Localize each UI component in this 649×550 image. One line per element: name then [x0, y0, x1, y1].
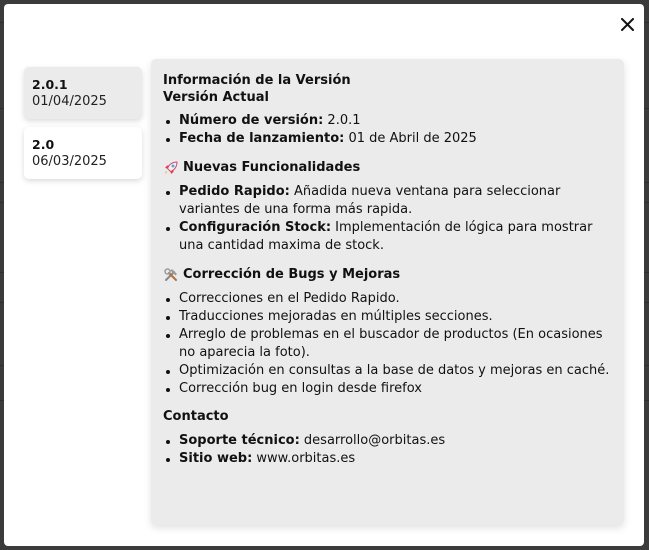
version-number: 2.0.1	[32, 77, 68, 92]
list-item: Traducciones mejoradas en múltiples secciones.	[179, 308, 612, 326]
list-item: Soporte técnico: desarrollo@orbitas.es	[179, 432, 612, 450]
close-button[interactable]	[617, 14, 637, 34]
version-item-2-0-1[interactable]	[24, 67, 142, 119]
version-list	[24, 67, 142, 187]
version-item-2-0[interactable]	[24, 127, 142, 179]
contact-heading: Contacto	[163, 409, 229, 424]
fixes-list	[163, 290, 612, 398]
features-list	[163, 183, 612, 255]
list-item: Arreglo de problemas en el buscador de productos (En ocasiones no aparecia la foto).	[179, 326, 612, 362]
panel-title: Información de la Versión	[163, 73, 351, 88]
list-item: Pedido Rapido: Añadida nueva ventana para seleccionar variantes de una forma más rapida.	[179, 183, 612, 219]
version-date: 01/04/2025	[32, 94, 107, 109]
version-number: 2.0	[32, 137, 55, 152]
fixes-heading: Corrección de Bugs y Mejoras	[163, 266, 612, 284]
list-item: Correcciones en el Pedido Rapido.	[179, 290, 612, 308]
list-item: Fecha de lanzamiento: 01 de Abril de 2025	[179, 130, 612, 148]
list-item: Corrección bug en login desde firefox	[179, 380, 612, 398]
hammer-wrench-icon	[163, 267, 179, 283]
list-item: Optimización en consultas a la base de datos y mejoras en caché.	[179, 362, 612, 380]
website-link: www.orbitas.es	[252, 451, 356, 466]
close-icon	[621, 18, 634, 31]
version-date: 06/03/2025	[32, 154, 107, 169]
list-item: Sitio web: www.orbitas.es	[179, 450, 612, 468]
features-heading: Nuevas Funcionalidades	[163, 159, 612, 177]
list-item: Configuración Stock: Implementación de lógica para mostrar una cantidad maxima de stock.	[179, 219, 612, 255]
list-item: Número de versión: 2.0.1	[179, 112, 612, 130]
support-email: desarrollo@orbitas.es	[299, 433, 446, 448]
panel-subtitle: Versión Actual	[163, 89, 269, 105]
version-details-panel	[151, 59, 624, 525]
rocket-icon	[163, 160, 179, 176]
release-notes-modal	[4, 4, 644, 546]
version-info-list	[163, 112, 612, 148]
contact-list	[163, 432, 612, 468]
